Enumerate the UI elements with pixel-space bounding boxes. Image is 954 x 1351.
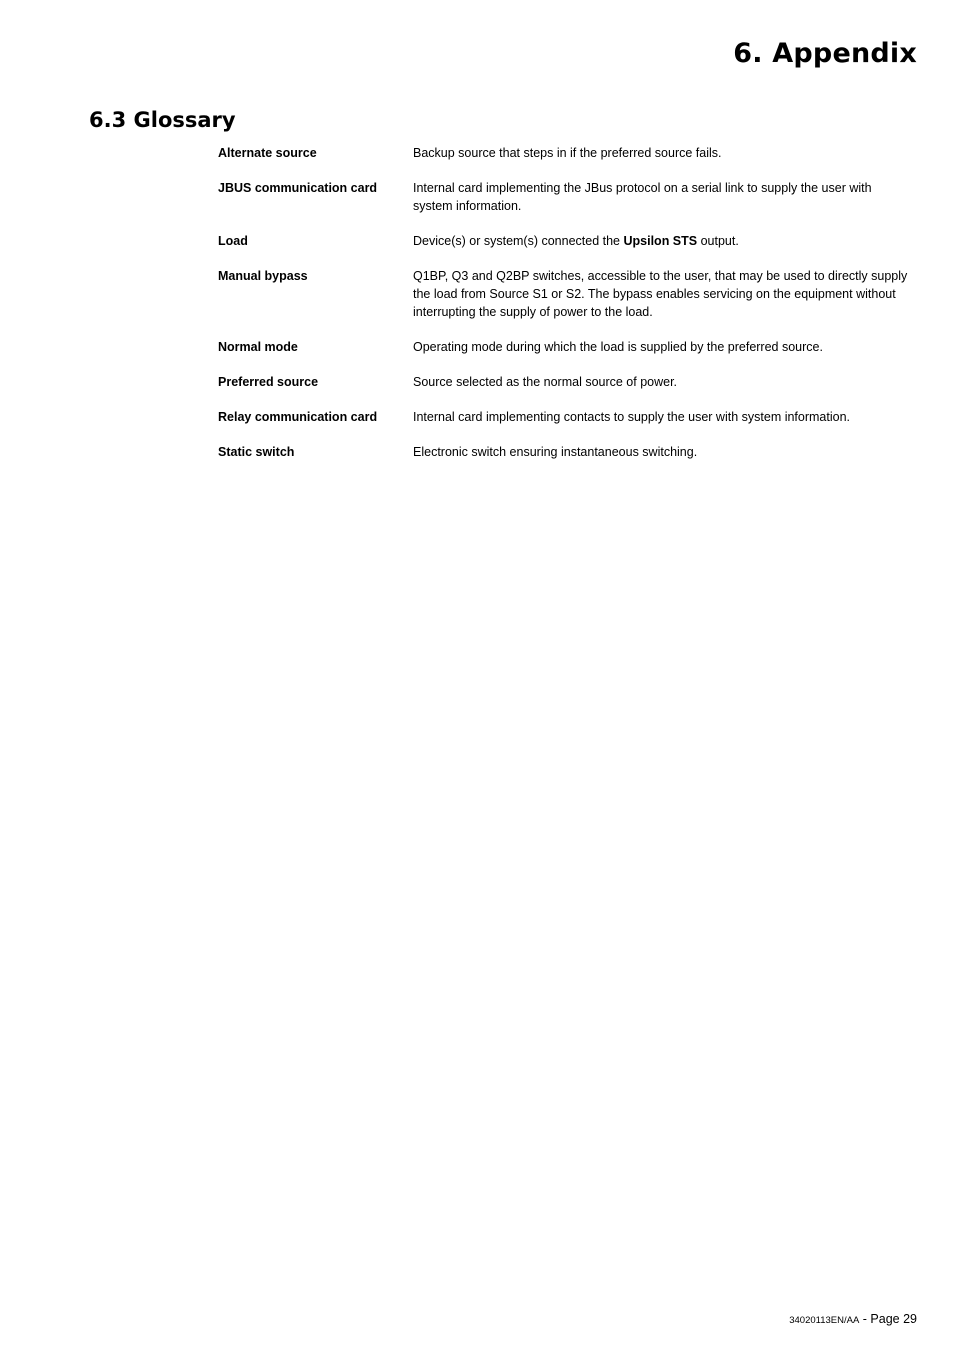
definition-text: Device(s) or system(s) connected the — [413, 234, 624, 248]
glossary-term: Alternate source — [218, 146, 317, 160]
page-number: Page 29 — [870, 1312, 917, 1326]
glossary-term: Normal mode — [218, 340, 298, 354]
glossary-list — [218, 144, 918, 478]
glossary-definition: Internal card implementing contacts to supply the user with system information. — [413, 410, 851, 424]
glossary-entry — [218, 338, 918, 356]
glossary-definition: Backup source that steps in if the preferred source fails. — [413, 146, 722, 160]
glossary-term: Preferred source — [218, 375, 319, 389]
glossary-definition: Q1BP, Q3 and Q2BP switches, accessible to the user, that may be used to directly supply the load from Source S1 or S2. The bypass enables servicing on the equipment without interrupting the supply of power to the load. — [413, 269, 908, 319]
document-code: 34020113EN/AA — [789, 1315, 860, 1326]
glossary-entry — [218, 408, 918, 426]
page-footer — [789, 1312, 917, 1326]
glossary-definition: Source selected as the normal source of power. — [413, 375, 678, 389]
glossary-definition: Internal card implementing the JBus protocol on a serial link to supply the user with system information. — [413, 181, 872, 213]
glossary-entry — [218, 443, 918, 461]
section-title: 6.3 Glossary — [89, 108, 236, 132]
footer-separator: - — [859, 1312, 871, 1326]
glossary-entry — [218, 144, 918, 162]
glossary-entry — [218, 232, 918, 250]
glossary-term: Manual bypass — [218, 269, 308, 283]
glossary-term: Static switch — [218, 445, 295, 459]
glossary-definition: Operating mode during which the load is supplied by the preferred source. — [413, 340, 823, 354]
glossary-term: Load — [218, 234, 248, 248]
glossary-entry — [218, 179, 918, 215]
glossary-entry — [218, 373, 918, 391]
definition-text: output. — [697, 234, 739, 248]
glossary-term: Relay communication card — [218, 410, 378, 424]
glossary-definition — [413, 232, 918, 250]
glossary-definition: Electronic switch ensuring instantaneous switching. — [413, 445, 698, 459]
chapter-title: 6. Appendix — [733, 38, 917, 69]
product-name: Upsilon STS — [623, 234, 698, 248]
glossary-term: JBUS communication card — [218, 181, 378, 195]
glossary-entry — [218, 267, 918, 321]
